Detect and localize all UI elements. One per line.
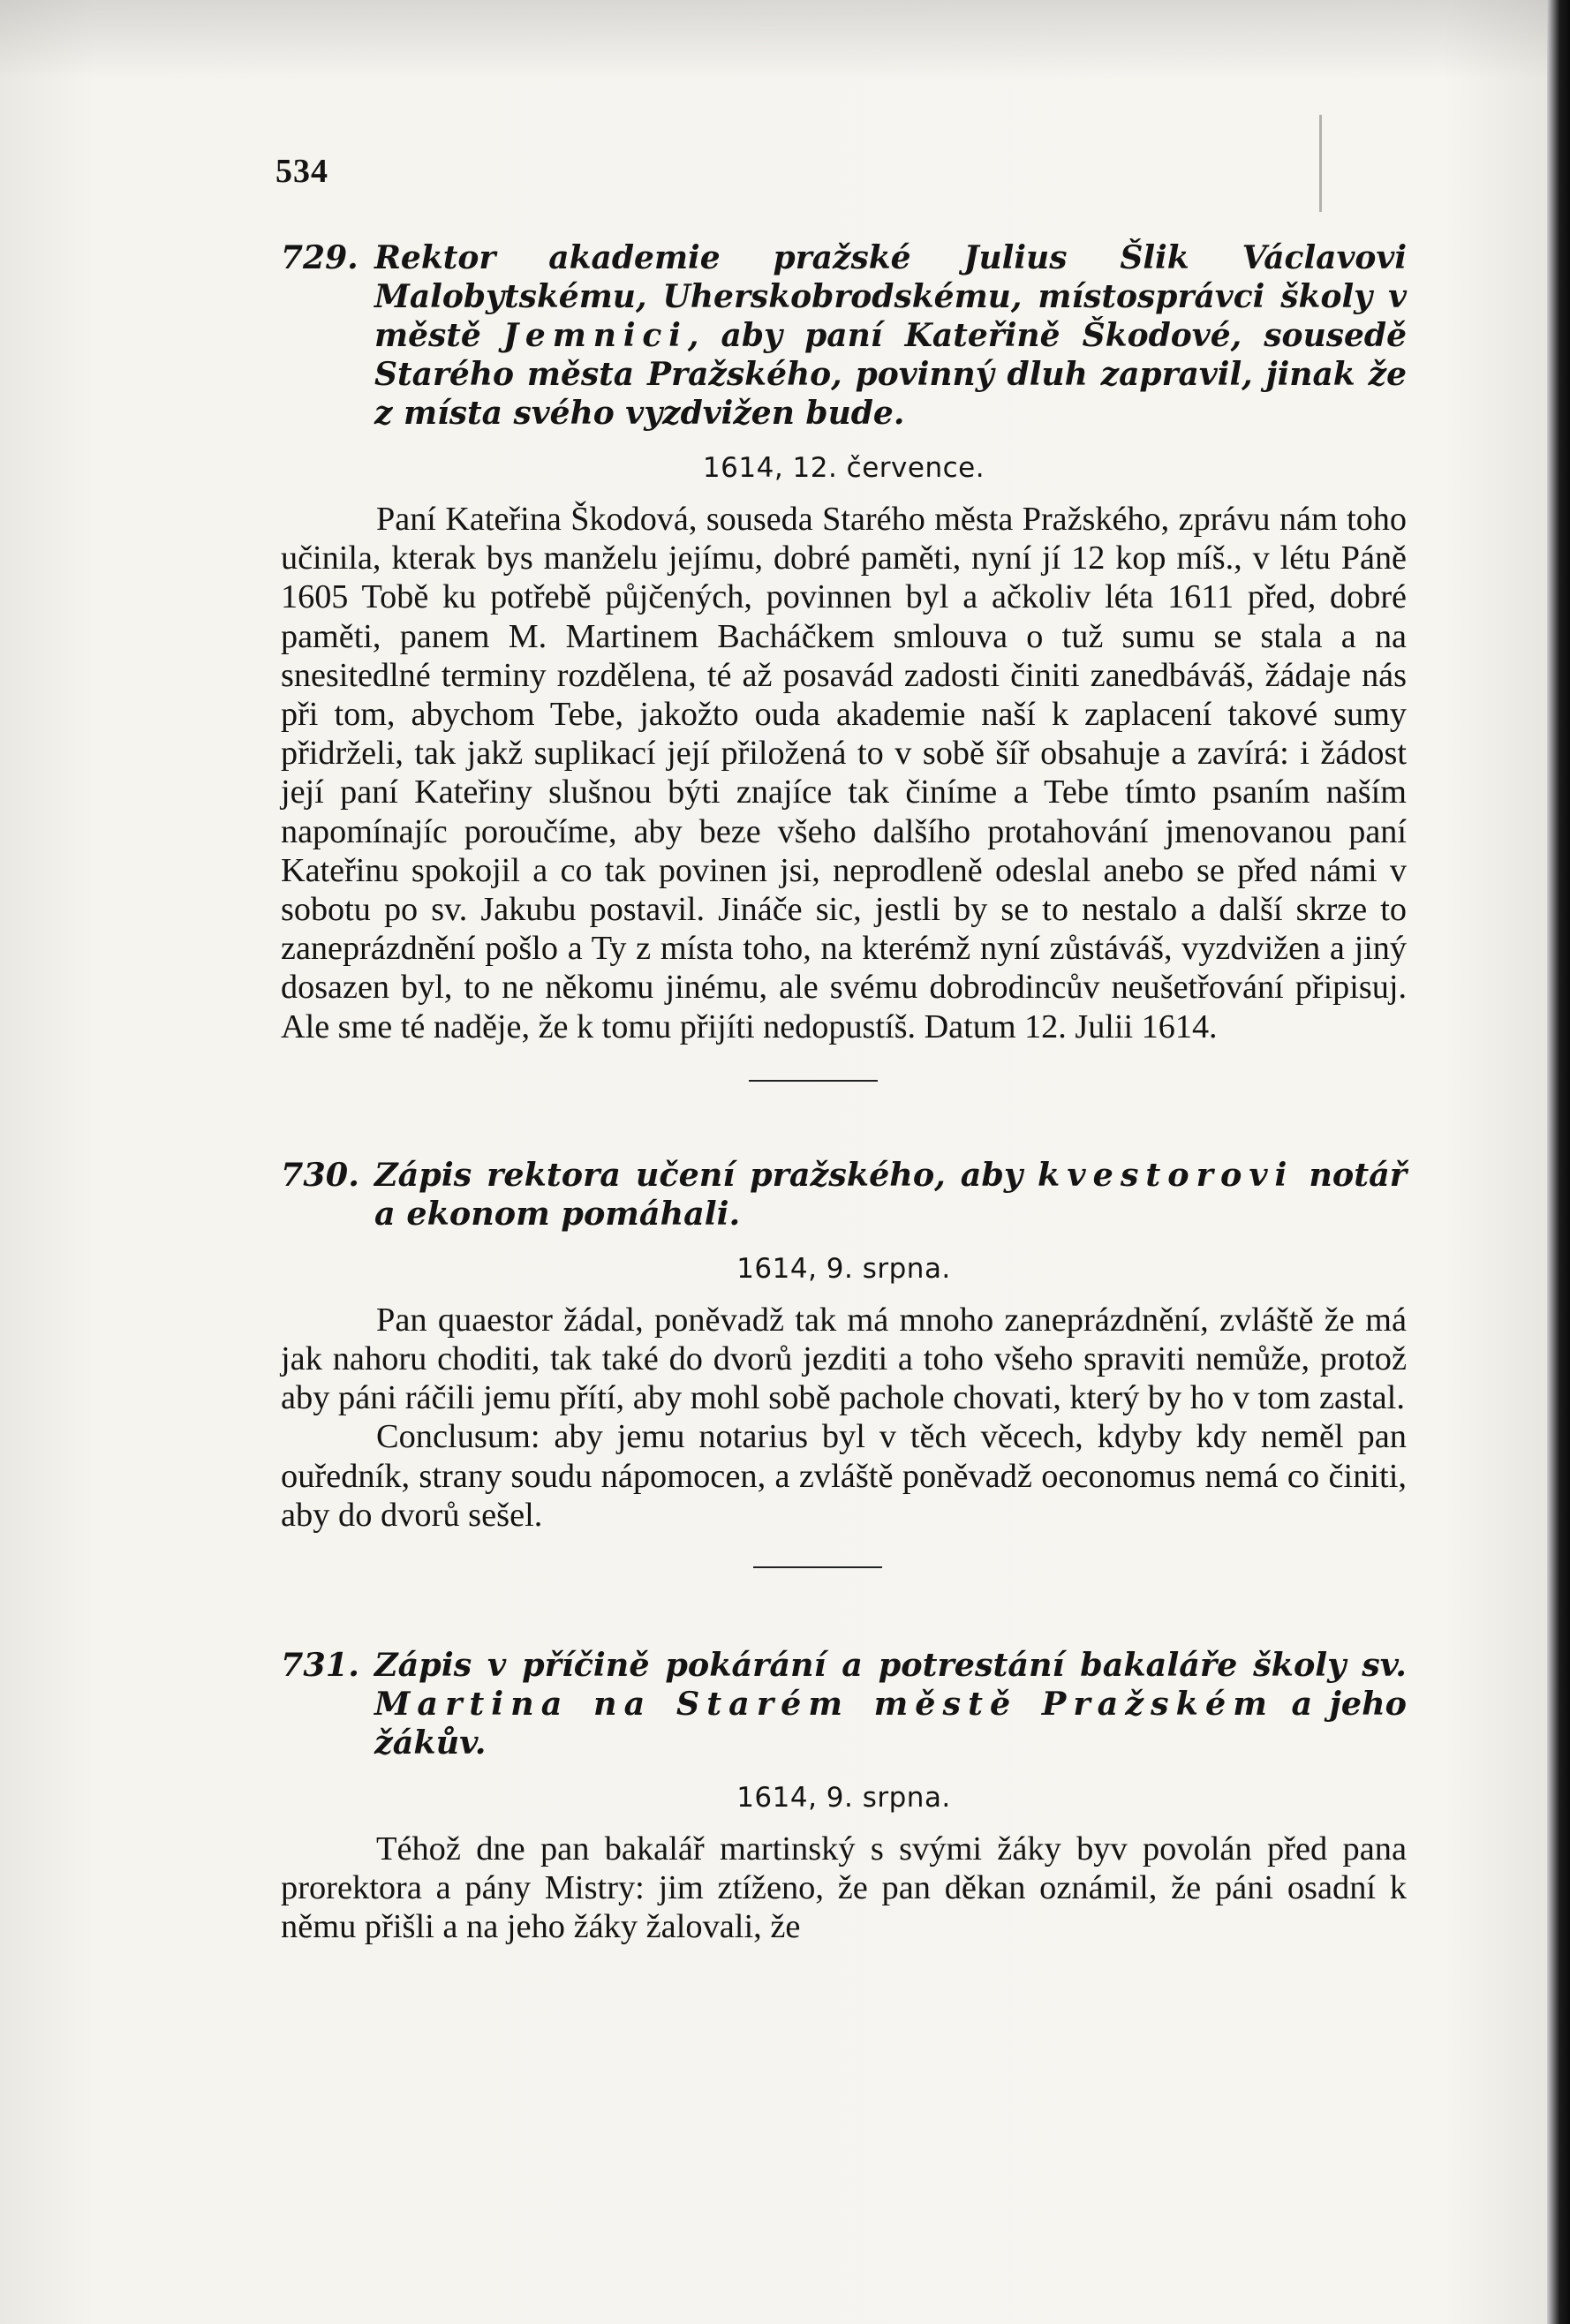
heading-text: Zápis rektora učení pražského, aby <box>374 1155 1038 1194</box>
entry-paragraph: Paní Kateřina Škodová, souseda Starého města Pražského, zprávu nám toho učinila, kterak bys manželu jejímu, dobré paměti, nyní jí 12 kop míš., v létu Páně 1605 Tobě ku potřebě půjčených, povinnen byl a ačkoliv léta 1611 před, dobré paměti, panem M. Martinem Bacháčkem smlouva o tuž sumu se stala a na snesitedlné terminy rozdělena, té až posavád zadosti činiti zanedbáváš, žádaje nás při tom, abychom Tebe, jakožto ouda akademie naší k zaplacení takové sumy přidrželi, tak jakž suplikací její přiložená to v sobě šíř obsahuje a zavírá: i žádost její paní Kateřiny slušnou býti znajíce tak činíme a Tebe tímto psaním naším napomínajíc poroučíme, aby beze všeho dalšího protahování jmenovanou paní Kateřinu spokojil a co tak povinen jsi, neprodleně odeslal anebo se před námi v sobotu po sv. Jakubu postavil. Jináče sic, jestli by se to nestalo a další skrze to zaneprázdnění pošlo a Ty z místa toho, na kterémž nyní zůstáváš, vyzdvižen a jiný dosazen byl, to ne někomu jinému, ale svému dobrodincův neušetřování připisuj. Ale sme té naděje, že k tomu přijíti nedopustíš. Datum 12. Julii 1614. <box>281 501 1407 1045</box>
page-content <box>281 238 1407 1947</box>
heading-text: a jeho žákův. <box>374 1685 1407 1762</box>
scan-edge-right <box>1547 0 1570 2324</box>
entry-number: 731. <box>281 1646 359 1685</box>
entry-paragraph: Téhož dne pan bakalář martinský s svými žáky byv povolán před pana prorektora a pány Mistry: jim ztíženo, že pan děkan oznámil, že páni osadní k němu přišli a na jeho žáky žalovali, že <box>281 1830 1407 1946</box>
entry-paragraph: Pan quaestor žádal, poněvadž tak má mnoho zaneprázdnění, zvláště že má jak nahoru choditi, tak také do dvorů jezditi a toho všeho spraviti nemůže, protož aby páni ráčili jemu přítí, aby mohl sobě pachole chovati, který by ho v tom zastal. <box>281 1301 1407 1417</box>
heading-text: , aby paní Kateřině Škodové, sousedě Starého města Pražského, povinný dluh zapravil, jinak že z místa svého vyzdvižen bude. <box>374 317 1407 432</box>
section-divider <box>753 1566 882 1568</box>
entry-heading <box>281 1156 1407 1234</box>
page-number: 534 <box>276 153 328 190</box>
entry-heading <box>281 1646 1407 1762</box>
entry-heading <box>281 238 1407 433</box>
entry-731 <box>281 1646 1407 1947</box>
entry-730 <box>281 1156 1407 1535</box>
heading-text: Rektor akademie pražské Julius Šlik Václavovi Malobytskému, Uherskobrodskému, místosprávci školy v městě <box>374 239 1407 354</box>
entry-date: 1614, 9. srpna. <box>736 1252 951 1285</box>
entry-729 <box>281 238 1407 1046</box>
heading-text-spaced: Jemnici <box>502 317 688 354</box>
section-divider <box>749 1080 878 1082</box>
heading-text-spaced: Martina na Starém městě Pražském <box>374 1685 1274 1724</box>
entry-date: 1614, 9. srpna. <box>736 1782 951 1815</box>
scan-shadow-top <box>0 0 1570 79</box>
entry-date: 1614, 12. července. <box>702 452 985 484</box>
gutter-mark <box>1319 115 1322 212</box>
entry-number: 729. <box>281 239 359 276</box>
heading-text: notář a ekonom pomáhali. <box>374 1155 1407 1233</box>
entry-number: 730. <box>281 1155 359 1194</box>
heading-text: Zápis v příčině pokárání a potrestání bakaláře školy sv. <box>374 1646 1407 1685</box>
heading-text-spaced: kvestorovi <box>1038 1155 1294 1194</box>
entry-paragraph: Conclusum: aby jemu notarius byl v těch věcech, kdyby kdy neměl pan ouředník, strany soudu nápomocen, a zvláště poněvadž oeconomus nemá co činiti, aby do dvorů sešel. <box>281 1418 1407 1534</box>
